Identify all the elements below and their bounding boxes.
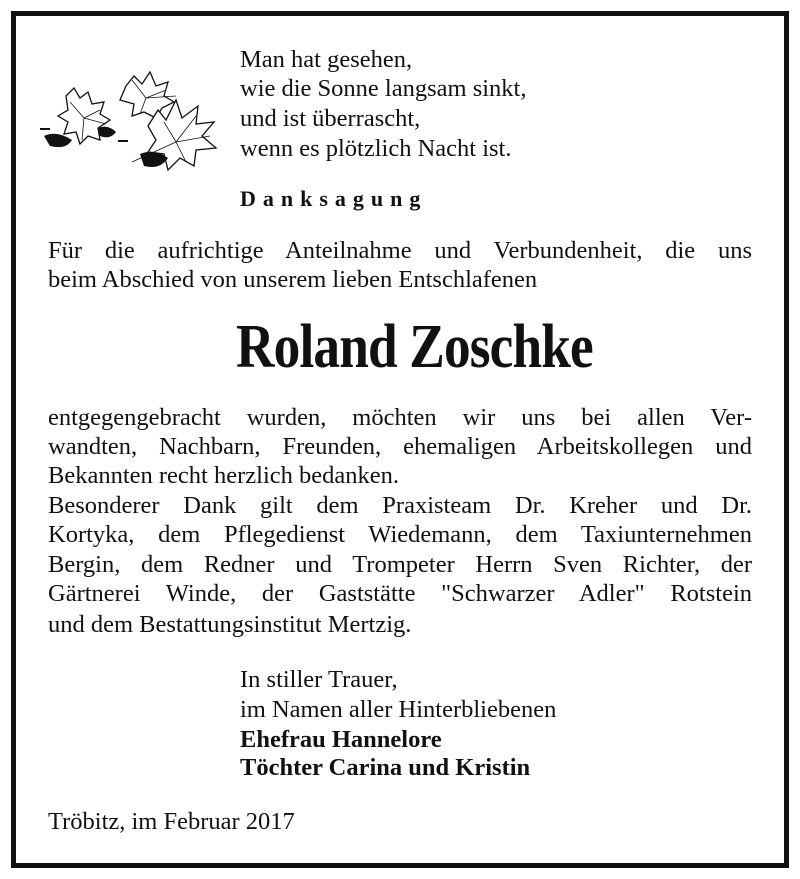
intro-line: Für die aufrichtige Anteilnahme und Verbundenheit, die uns (48, 237, 752, 264)
signature-line: In stiller Trauer, (240, 666, 398, 693)
body-line: wandten, Nachbarn, Freunden, ehemaligen Arbeitskollegen und (48, 433, 752, 460)
poem-line: Man hat gesehen, (240, 46, 413, 73)
deceased-name: Roland Zoschke (236, 313, 593, 381)
body-line: Kortyka, dem Pflegedienst Wiedemann, dem Taxiunternehmen (48, 521, 752, 548)
poem-line: wenn es plötzlich Nacht ist. (240, 135, 512, 162)
heading: Danksagung (240, 186, 428, 211)
signature-family: Töchter Carina und Kristin (240, 754, 531, 781)
body-line: Gärtnerei Winde, der Gaststätte "Schwarzer Adler" Rotstein (48, 580, 752, 607)
maple-leaves-icon (36, 66, 226, 178)
poem-line: und ist überrascht, (240, 105, 421, 132)
signature-family: Ehefrau Hannelore (240, 726, 442, 753)
poem-line: wie die Sonne langsam sinkt, (240, 75, 527, 102)
signature-line: im Namen aller Hinterbliebenen (240, 696, 557, 723)
body-line: Bergin, dem Redner und Trompeter Herrn Sven Richter, der (48, 551, 752, 578)
body-line: Besonderer Dank gilt dem Praxisteam Dr. Kreher und Dr. (48, 492, 752, 519)
intro-line: beim Abschied von unserem lieben Entschlafenen (48, 266, 538, 293)
body-line: und dem Bestattungsinstitut Mertzig. (48, 611, 412, 638)
body-line: Bekannten recht herzlich bedanken. (48, 462, 400, 489)
body-line: entgegengebracht wurden, möchten wir uns bei allen Ver- (48, 404, 752, 431)
place-date: Tröbitz, im Februar 2017 (48, 808, 295, 835)
